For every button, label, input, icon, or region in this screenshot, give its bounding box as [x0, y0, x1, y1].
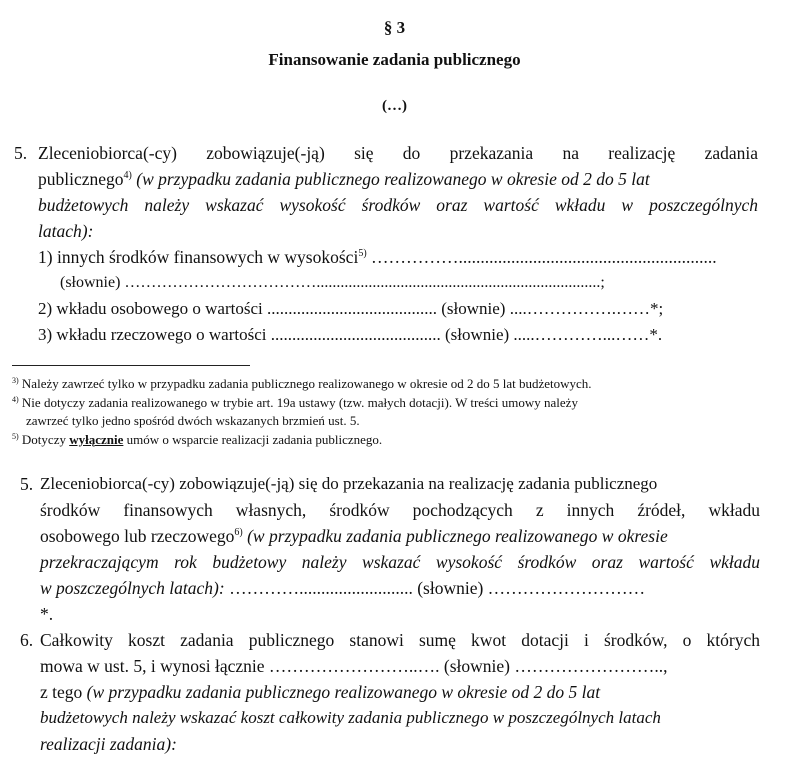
section-ellipsis: (…) — [382, 98, 407, 114]
p5b-line-5-rest: ………….......................... (słownie) ……………………… — [229, 578, 646, 598]
footnote-4 — [12, 395, 760, 411]
footnote-3 — [12, 376, 592, 392]
p5b-line-4: przekraczającym rok budżetowy należy wskazać wysokość środków oraz wartość wkładu — [40, 552, 760, 572]
p5b-line-5-italic: w poszczególnych latach): — [40, 578, 225, 598]
p5a-item-3: 3) wkładu rzeczowego o wartości ........................................ (słownie) .....…………...……*. — [38, 325, 663, 344]
paragraph-number: 5. — [20, 474, 34, 494]
p6-line-5: realizacji zadania): — [40, 734, 177, 754]
p5a-item-1 — [38, 244, 717, 270]
p6-line-3-italic: (w przypadku zadania publicznego realizowanego w okresie od 2 do 5 lat — [86, 682, 601, 702]
footnote-4-text: Nie dotyczy zadania realizowanego w trybie art. 19a ustawy (tzw. małych dotacji). W treści umowy należy — [21, 395, 578, 410]
footnote-4-marker: 4) — [12, 395, 19, 404]
footnote-separator — [12, 365, 250, 366]
footnote-ref-4: 4) — [123, 170, 132, 181]
p5a-line-1: Zleceniobiorca(-cy) zobowiązuje(-ją) się do przekazania na realizację zadania — [38, 143, 758, 163]
p5b-line-3 — [40, 523, 762, 549]
p6-line-4: budżetowych należy wskazać koszt całkowity zadania publicznego w poszczególnych latach — [40, 708, 661, 727]
p5b-line-3-italic: (w przypadku zadania publicznego realizowanego w okresie — [247, 526, 668, 546]
p5b-line-1: Zleceniobiorca(-cy) zobowiązuje(-ją) się do przekazania na realizację zadania publicznego — [40, 474, 658, 493]
section-number: § 3 — [383, 18, 406, 37]
p5a-line-3: budżetowych należy wskazać wysokość środków oraz wartość wkładu w poszczególnych — [38, 195, 758, 215]
footnote-4-cont: zawrzeć tylko jedno spośród dwóch wskazanych brzmień ust. 5. — [26, 413, 360, 428]
p5a-line-4: latach): — [38, 221, 94, 241]
p5b-line-6: *. — [40, 604, 54, 624]
p5a-item-2: 2) wkładu osobowego o wartości ........................................ (słownie) ....…………….……*; — [38, 299, 664, 318]
footnote-5 — [12, 432, 382, 448]
p5a-item-1-text: 1) innych środków finansowych w wysokości — [38, 247, 359, 267]
p5a-line-2-text: publicznego — [38, 169, 124, 189]
footnote-3-marker: 3) — [12, 376, 19, 385]
footnote-5-post: umów o wsparcie realizacji zadania publicznego. — [126, 432, 383, 447]
footnote-5-marker: 5) — [12, 432, 19, 441]
p5b-line-5 — [40, 575, 645, 601]
footnote-3-text: Należy zawrzeć tylko w przypadku zadania publicznego realizowanego w okresie od 2 do 5 lat budżetowych. — [21, 376, 592, 391]
footnote-ref-6: 6) — [234, 527, 243, 538]
p5b-line-2: środków finansowych własnych, środków pochodzących z innych źródeł, wkładu — [40, 500, 760, 520]
p6-line-1: Całkowity koszt zadania publicznego stanowi sumę kwot dotacji i środków, o których — [40, 630, 760, 650]
p5b-line-3-text: osobowego lub rzeczowego — [40, 526, 235, 546]
paragraph-number: 6. — [20, 630, 34, 650]
p6-line-2: mowa w ust. 5, i wynosi łącznie ……………………..…. (słownie) …………………….., — [40, 656, 668, 676]
footnote-5-pre: Dotyczy — [21, 432, 66, 447]
footnote-ref-5: 5) — [358, 248, 367, 259]
p6-line-3-text: z tego — [40, 682, 83, 702]
section-title: Finansowanie zadania publicznego — [268, 50, 521, 69]
p5a-line-2 — [38, 166, 760, 192]
paragraph-number: 5. — [14, 143, 28, 163]
footnote-5-emphasis: wyłącznie — [69, 432, 124, 447]
p5a-item-1-dots: ……………........................................................... — [371, 247, 717, 267]
p6-line-3 — [40, 679, 762, 705]
p5a-line-2-italic: (w przypadku zadania publicznego realizowanego w okresie od 2 do 5 lat — [136, 169, 650, 189]
p5a-item-1-words: (słownie) ……………………………….......................................................................; — [60, 274, 605, 291]
